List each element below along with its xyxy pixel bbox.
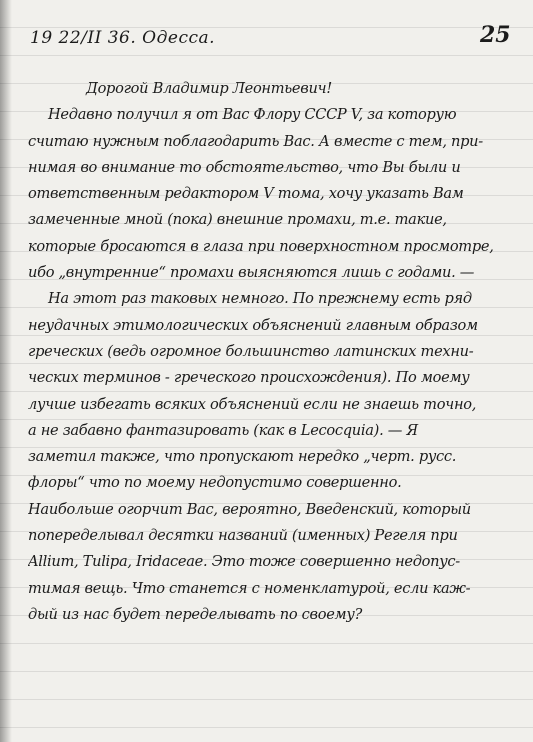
letter-line: ответственным редактором V тома, хочу указать Вам xyxy=(28,185,464,203)
letter-line: На этот раз таковых немного. По прежнему есть ряд xyxy=(48,290,472,308)
letter-line: а не забавно фантазировать (как в Lecocquia). — Я xyxy=(28,421,418,439)
letter-line: которые бросаются в глаза при поверхностном просмотре, xyxy=(28,237,494,255)
letter-line: замеченные мной (пока) внешние промахи, т.е. такие, xyxy=(28,211,447,229)
letter-line: считаю нужным поблагодарить Вас. А вместе с тем, при- xyxy=(28,132,483,150)
letter-line: ческих терминов - греческого происхождения). По моему xyxy=(28,369,470,387)
letter-line: Недавно получил я от Вас Флору СССР V, за которую xyxy=(48,106,457,124)
page-number: 25 xyxy=(480,22,511,48)
letter-line: Наибольше огорчит Вас, вероятно, Введенский, который xyxy=(28,500,471,518)
letter-line: Allium, Tulipa, Iridaceae. Это тоже совершенно недопус- xyxy=(28,553,460,571)
letter-line: флоры“ что по моему недопустимо совершенно. xyxy=(28,474,402,492)
letter-line: дый из нас будет переделывать по своему? xyxy=(28,605,363,623)
letter-line: неудачных этимологических объяснений главным образом xyxy=(28,316,478,334)
letter-salutation: Дорогой Владимир Леонтьевич! xyxy=(86,80,332,97)
letter-line: тимая вещь. Что станется с номенклатурой, если каж- xyxy=(28,579,471,597)
letter-line: заметил также, что пропускают нередко „черт. русс. xyxy=(28,448,457,466)
letter-line: греческих (ведь огромное большинство латинских техни- xyxy=(28,342,474,360)
letter-line: лучше избегать всяких объяснений если не знаешь точно, xyxy=(28,395,477,413)
letter-body xyxy=(28,76,516,628)
letter-header xyxy=(30,22,510,54)
letter-line: попеределывал десятки названий (именных) Регеля при xyxy=(28,527,458,545)
letter-date: 19 22/II 36. Одесса. xyxy=(30,28,216,48)
letter-line: нимая во внимание то обстоятельство, что Вы были и xyxy=(28,158,461,176)
letter-line: ибо „внутренние“ промахи выясняются лишь с годами. — xyxy=(28,264,475,282)
